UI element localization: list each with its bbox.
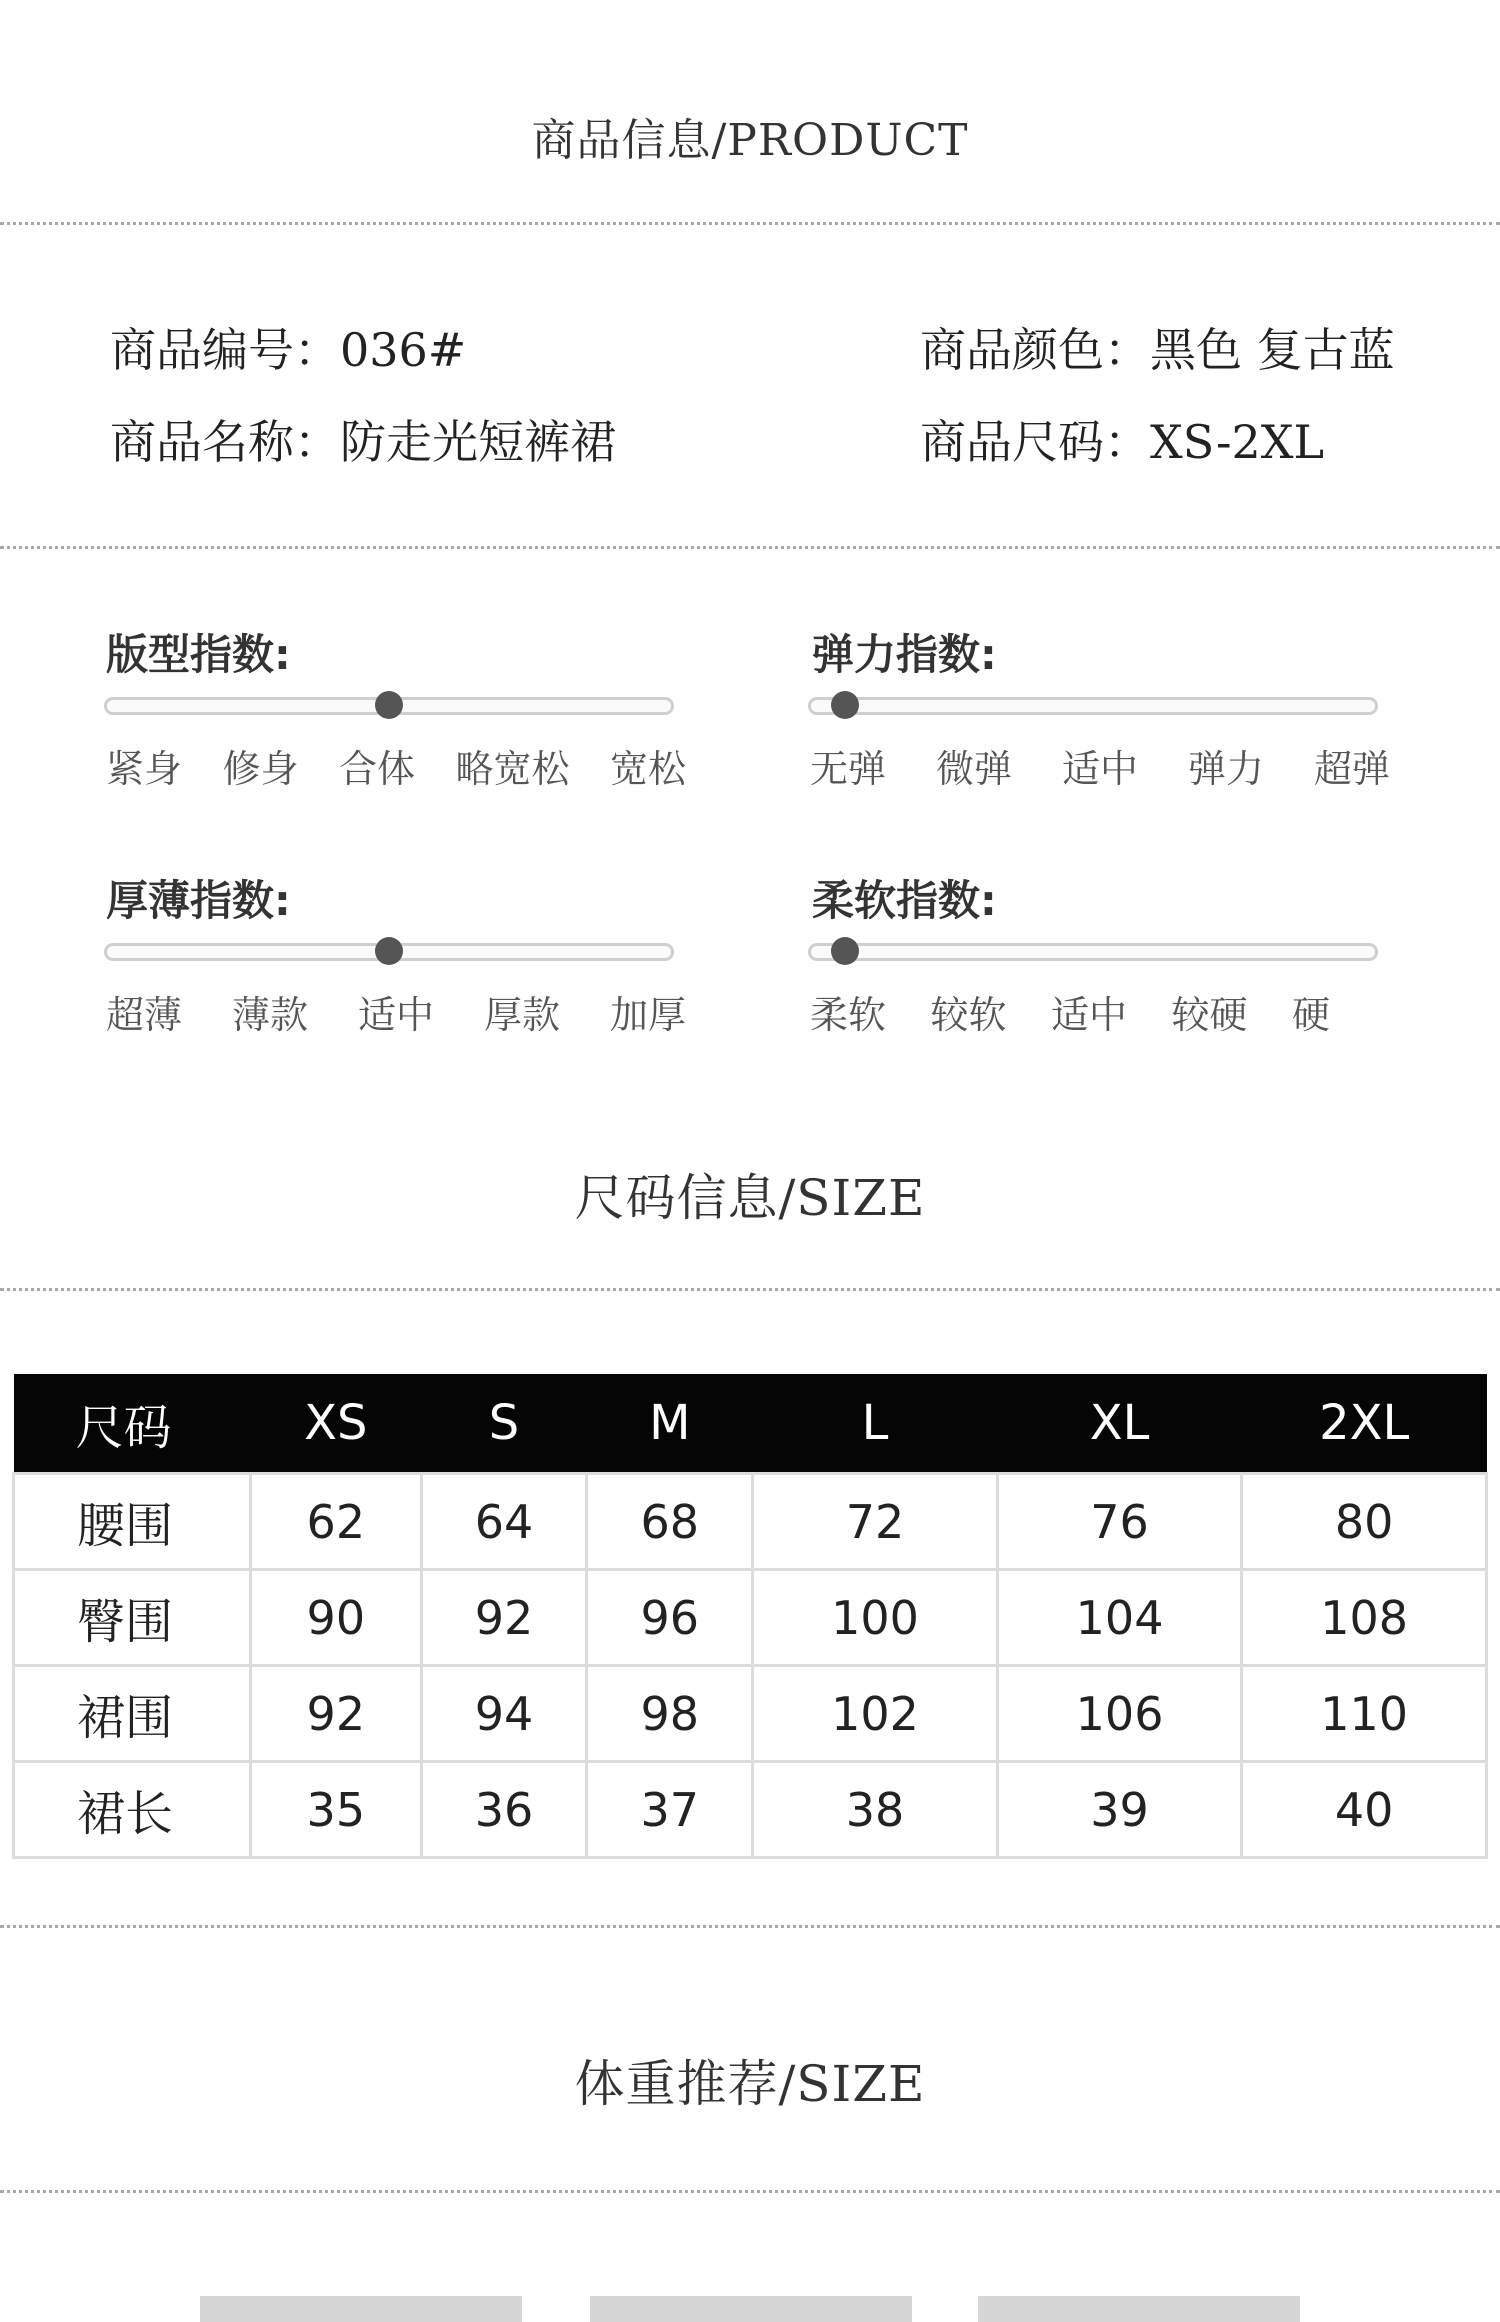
weight-card [200, 2296, 522, 2322]
table-cell: 37 [587, 1762, 753, 1858]
table-cell: 92 [421, 1570, 587, 1666]
size-table-header [14, 1374, 1487, 1474]
index-marker [375, 691, 403, 719]
header-cell: M [587, 1374, 753, 1474]
table-cell: 90 [251, 1570, 422, 1666]
index-label: 宽松 [609, 747, 686, 791]
divider [0, 546, 1500, 549]
index-label: 硬 [1291, 993, 1330, 1037]
table-cell: 104 [997, 1570, 1242, 1666]
weight-card [978, 2296, 1300, 2322]
index-label: 弹力 [1187, 747, 1264, 791]
table-cell: 35 [251, 1762, 422, 1858]
table-cell: 100 [753, 1570, 998, 1666]
index-marker [831, 937, 859, 965]
table-row [14, 1474, 1487, 1570]
index-label: 较软 [930, 993, 1007, 1037]
weight-section-title: 体重推荐/SIZE [574, 2055, 926, 2113]
table-cell: 98 [587, 1666, 753, 1762]
index-label: 修身 [222, 747, 299, 791]
table-row [14, 1666, 1487, 1762]
index-label: 略宽松 [455, 747, 570, 791]
index-track [104, 943, 674, 961]
index-track [808, 943, 1378, 961]
index-label: 无弹 [810, 747, 887, 791]
table-cell: 72 [753, 1474, 998, 1570]
divider [0, 2190, 1500, 2193]
product-number: 商品编号：036# [110, 323, 467, 377]
divider [0, 1925, 1500, 1928]
header-cell: S [421, 1374, 587, 1474]
index-label: 适中 [357, 993, 434, 1037]
product-section-title: 商品信息/PRODUCT [531, 115, 969, 166]
row-label: 裙长 [14, 1762, 251, 1858]
table-cell: 96 [587, 1570, 753, 1666]
table-cell: 68 [587, 1474, 753, 1570]
index-label: 薄款 [231, 993, 308, 1037]
table-cell: 80 [1242, 1474, 1487, 1570]
table-cell: 108 [1242, 1570, 1487, 1666]
product-color: 商品颜色：黑色 复古蓝 [920, 323, 1395, 377]
index-track [808, 697, 1378, 715]
divider [0, 1288, 1500, 1291]
header-cell: 2XL [1242, 1374, 1487, 1474]
table-cell: 39 [997, 1762, 1242, 1858]
table-row [14, 1570, 1487, 1666]
index-label: 超薄 [106, 993, 183, 1037]
table-cell: 106 [997, 1666, 1242, 1762]
table-cell: 62 [251, 1474, 422, 1570]
table-cell: 94 [421, 1666, 587, 1762]
index-label: 适中 [1050, 993, 1127, 1037]
index-title: 弹力指数: [812, 630, 997, 679]
table-cell: 76 [997, 1474, 1242, 1570]
divider [0, 222, 1500, 225]
table-cell: 102 [753, 1666, 998, 1762]
row-label: 腰围 [14, 1474, 251, 1570]
size-table [12, 1374, 1488, 1859]
row-label: 裙围 [14, 1666, 251, 1762]
weight-card [590, 2296, 912, 2322]
index-label: 厚款 [483, 993, 560, 1037]
table-cell: 40 [1242, 1762, 1487, 1858]
index-title: 厚薄指数: [106, 876, 291, 925]
table-row [14, 1762, 1487, 1858]
index-track [104, 697, 674, 715]
header-cell: L [753, 1374, 998, 1474]
row-label: 臀围 [14, 1570, 251, 1666]
table-cell: 38 [753, 1762, 998, 1858]
table-cell: 64 [421, 1474, 587, 1570]
product-name: 商品名称：防走光短裤裙 [110, 415, 616, 469]
index-marker [375, 937, 403, 965]
index-labels [106, 738, 686, 793]
index-label: 微弹 [935, 747, 1012, 791]
table-cell: 36 [421, 1762, 587, 1858]
index-label: 紧身 [106, 747, 183, 791]
index-label: 超弹 [1313, 747, 1390, 791]
index-label: 适中 [1061, 747, 1138, 791]
table-cell: 110 [1242, 1666, 1487, 1762]
index-label: 加厚 [609, 993, 686, 1037]
header-cell: 尺码 [14, 1374, 251, 1474]
size-section-title: 尺码信息/SIZE [574, 1169, 926, 1227]
index-labels [810, 984, 1330, 1039]
index-label: 柔软 [810, 993, 887, 1037]
index-labels [810, 738, 1390, 793]
product-size-range: 商品尺码：XS-2XL [920, 415, 1325, 469]
header-cell: XS [251, 1374, 422, 1474]
index-label: 合体 [338, 747, 415, 791]
index-title: 版型指数: [106, 630, 291, 679]
index-labels [106, 984, 686, 1039]
index-label: 较硬 [1171, 993, 1248, 1037]
index-marker [831, 691, 859, 719]
index-title: 柔软指数: [812, 876, 997, 925]
header-cell: XL [997, 1374, 1242, 1474]
table-cell: 92 [251, 1666, 422, 1762]
